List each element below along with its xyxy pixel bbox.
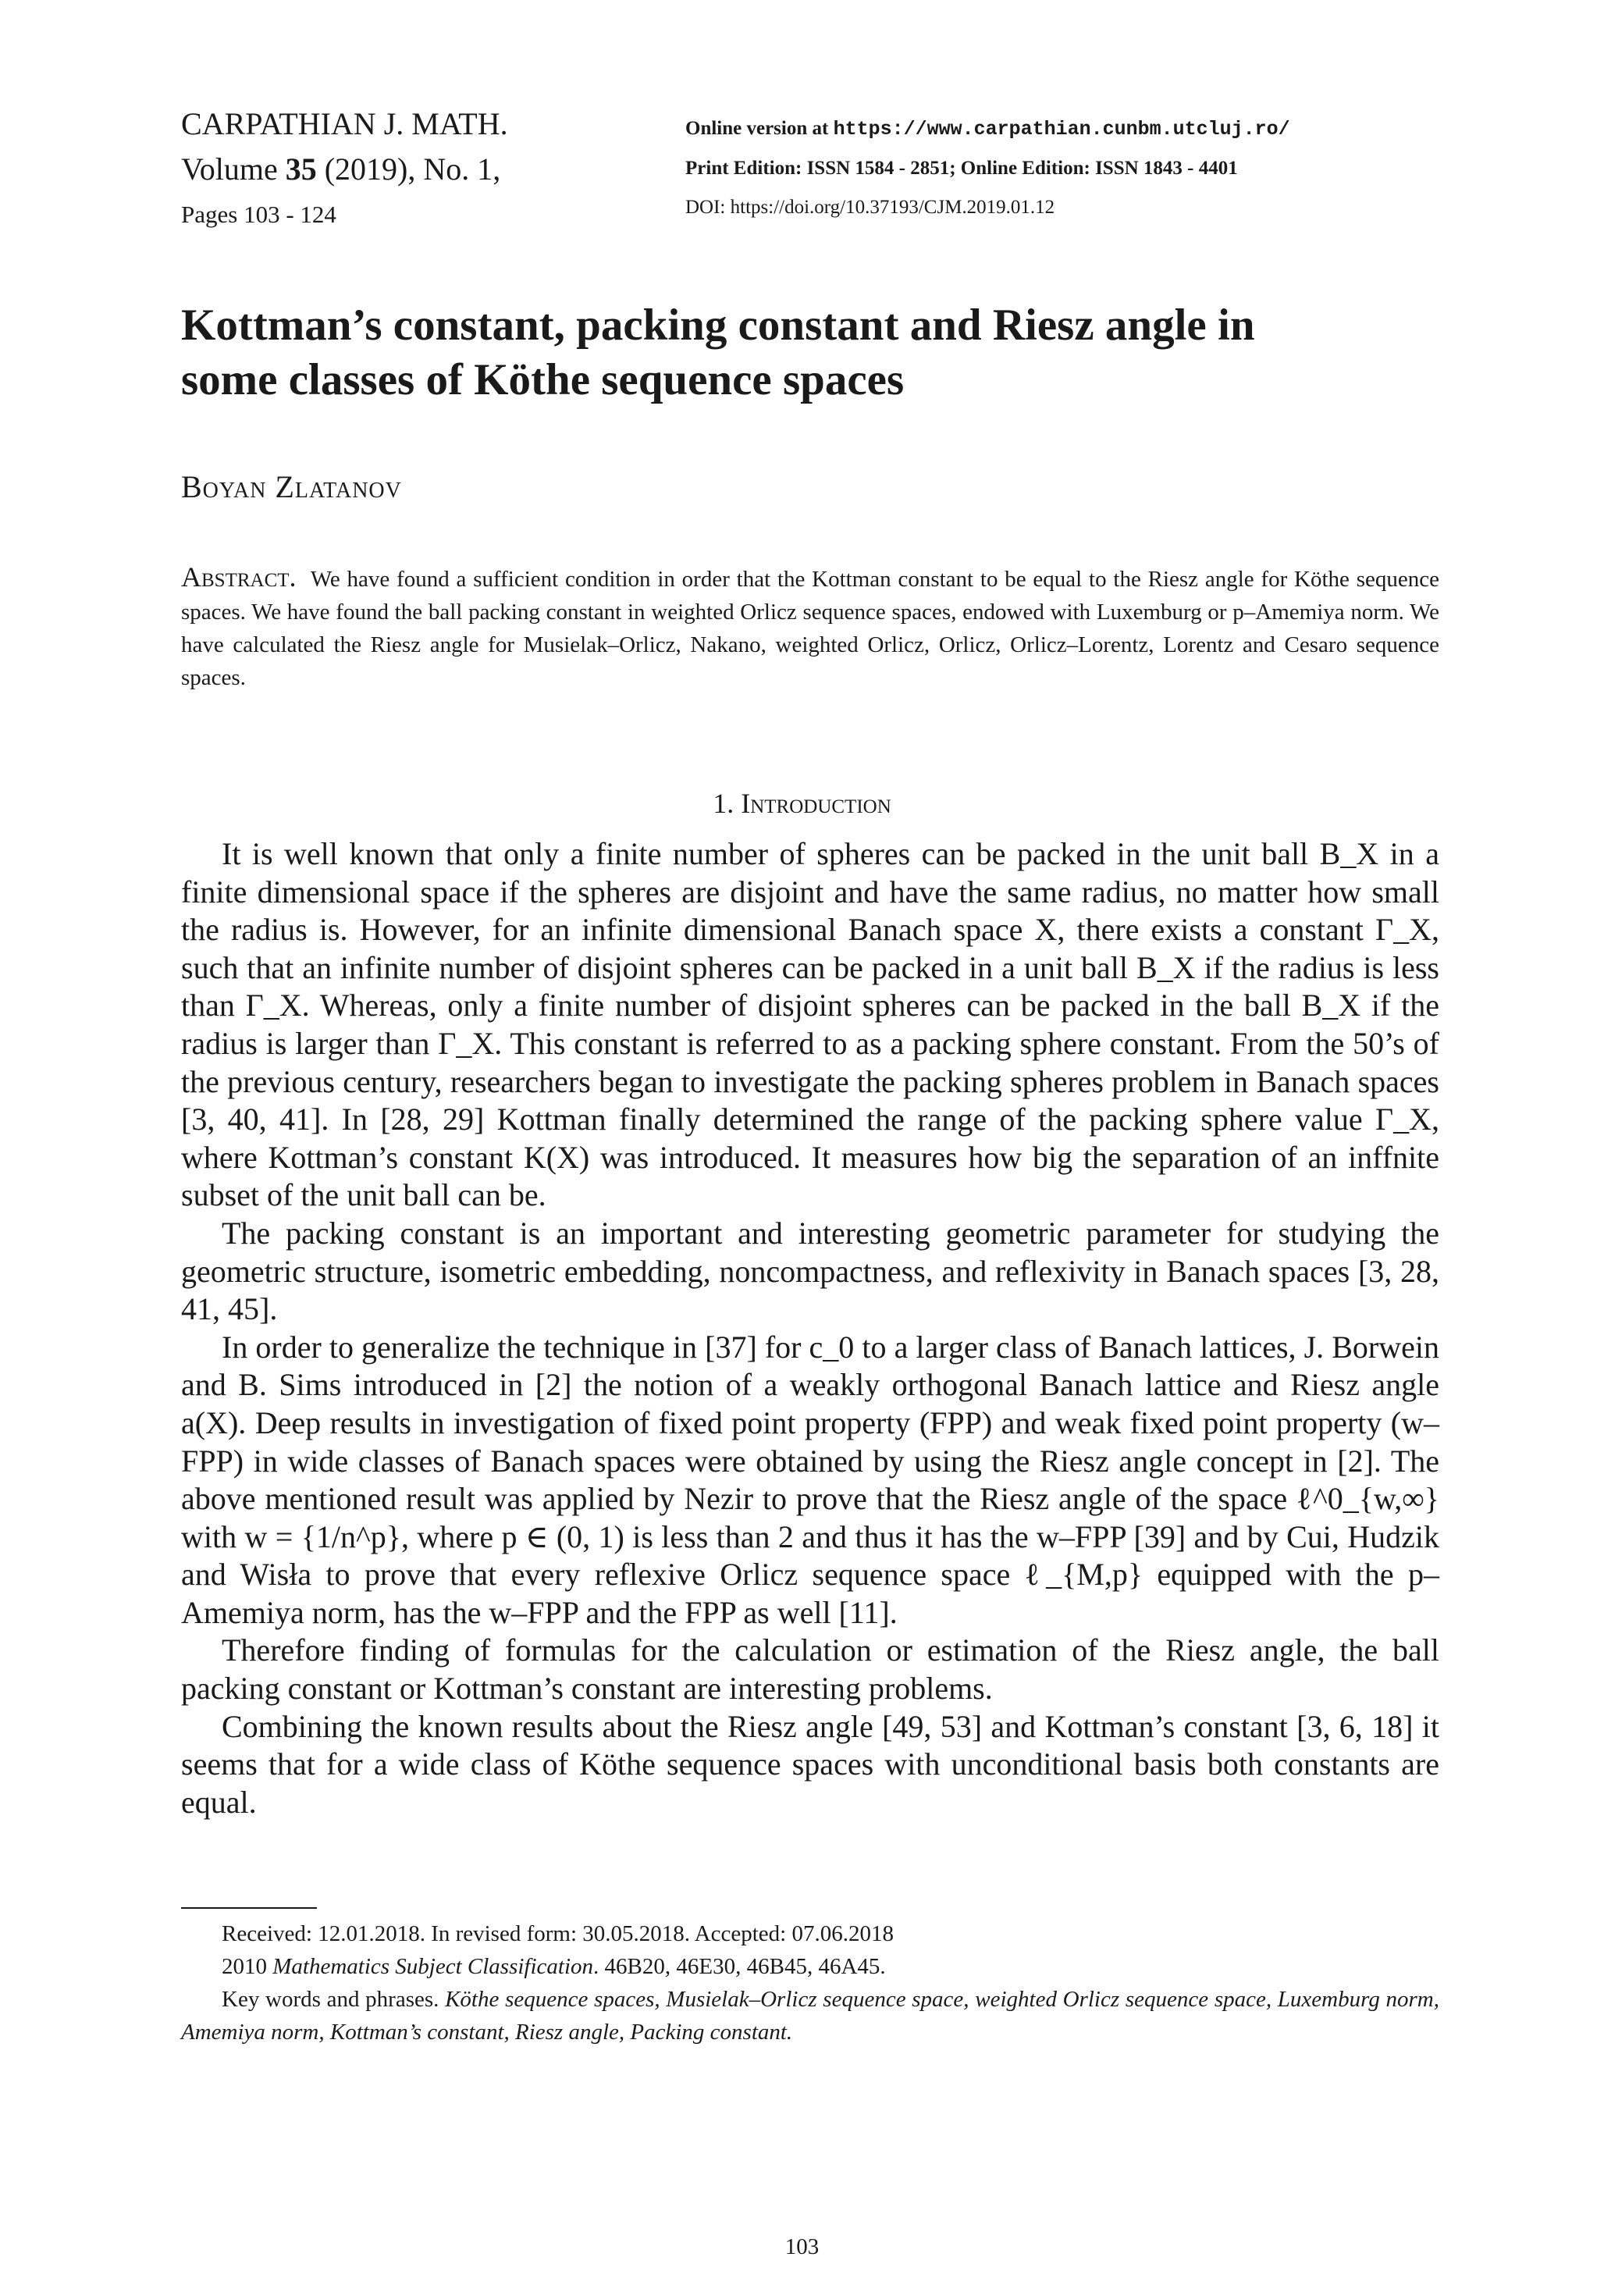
online-version (685, 109, 1290, 149)
msc-year: 2010 (222, 1954, 273, 1979)
keywords-label: Key words and phrases. (222, 1987, 446, 2012)
keywords (181, 1983, 1439, 2049)
msc-codes: . 46B20, 46E30, 46B45, 46A45. (593, 1954, 886, 1979)
abstract-text: We have found a sufficient condition in order that the Kottman constant to be equal to the Riesz angle for Köthe sequence spaces. We have found the ball packing constant in weighted Orlicz sequence spaces, endowed with Luxemburg or p–Amemiya norm. We have calculated the Riesz angle for Musielak–Orlicz, Nakano, weighted Orlicz, Orlicz, Orlicz–Lorentz, Lorentz and Cesaro sequence spaces. (181, 567, 1439, 690)
journal-pages: Pages 103 - 124 (181, 201, 336, 228)
paragraph-5: Combining the known results about the Riesz angle [49, 53] and Kottman’s constant [3, 6, 18] it seems that for a wide class of Köthe sequence spaces with unconditional basis both constants are equal. (181, 1708, 1439, 1820)
paragraph-3: In order to generalize the technique in [37] for c_0 to a larger class of Banach lattices, J. Borwein and B. Sims introduced in [2] the notion of a weakly orthogonal Banach lattice and Riesz angle a(X). Deep results in investigation of fixed point property (FPP) and weak fixed point property (w–FPP) in wide classes of Banach spaces were obtained by using the Riesz angle concept in [2]. The above mentioned result was applied by Nezir to prove that the Riesz angle of the space ℓ^0_{w,∞} with w = {1/n^p}, where p ∈ (0, 1) is less than 2 and thus it has the w–FPP [39] and by Cui, Hudzik and Wisła to prove that every reflexive Orlicz sequence space ℓ_{M,p} equipped with the p–Amemiya norm, has the w–FPP and the FPP as well [11]. (181, 1329, 1439, 1630)
volume-suffix: (2019), No. 1, (316, 151, 501, 187)
doi-link[interactable]: DOI: https://doi.org/10.37193/CJM.2019.01.12 (685, 197, 1055, 218)
paragraph-1: It is well known that only a finite number of spheres can be packed in the unit ball B_X in a finite dimensional space if the spheres are disjoint and have the same radius, no matter how small the radius is. However, for an infinite dimensional Banach space X, there exists a constant Γ_X, such that an infinite number of disjoint spheres can be packed in a unit ball B_X if the radius is less than Γ_X. Whereas, only a finite number of disjoint spheres can be packed in the ball B_X if the radius is larger than Γ_X. This constant is referred to as a packing sphere constant. From the 50’s of the previous century, researchers began to investigate the packing spheres problem in Banach spaces [3, 40, 41]. In [28, 29] Kottman finally determined the range of the packing sphere value Γ_X, where Kottman’s constant K(X) was introduced. It measures how big the separation of an inffnite subset of the unit ball can be. (181, 836, 1439, 1213)
print-edition (685, 149, 1290, 188)
footnote-rule (181, 1907, 317, 1909)
volume-prefix: Volume (181, 151, 286, 187)
footnotes (181, 1917, 1439, 2049)
keywords-text: Köthe sequence spaces, Musielak–Orlicz sequence space, weighted Orlicz sequence space, Luxemburg norm, Amemiya norm, Kottman’s constant, Riesz angle, Packing constant. (181, 1987, 1439, 2045)
msc-classification (181, 1950, 1439, 1983)
journal-name: CARPATHIAN J. MATH. (181, 106, 508, 141)
online-prefix: Online version at (685, 118, 834, 139)
title-line-2: some classes of Köthe sequence spaces (181, 355, 905, 404)
paragraph-2: The packing constant is an important and interesting geometric parameter for studying the geometric structure, isometric embedding, noncompactness, and reflexivity in Banach spaces [3, 28, 41, 45]. (181, 1215, 1439, 1327)
author-name: Boyan Zlatanov (181, 469, 402, 504)
paper-title (181, 298, 1430, 408)
title-line-1: Kottman’s constant, packing constant and Riesz angle in (181, 301, 1255, 350)
section-heading: 1. Introduction (713, 788, 891, 819)
online-url-link[interactable]: https://www.carpathian.cunbm.utcluj.ro/ (833, 118, 1290, 141)
volume-number: 35 (285, 151, 317, 187)
body-text (181, 835, 1439, 1821)
abstract (181, 561, 1439, 694)
journal-header (181, 101, 508, 237)
page-number: 103 (784, 2234, 820, 2259)
publication-info (685, 109, 1290, 227)
journal-volume (181, 147, 508, 192)
abstract-label: Abstract. (181, 561, 297, 593)
received-dates: Received: 12.01.2018. In revised form: 30.05.2018. Accepted: 07.06.2018 (222, 1921, 894, 1946)
msc-label: Mathematics Subject Classification (272, 1954, 594, 1979)
print-edition-text: Print Edition: ISSN 1584 - 2851; Online Edition: ISSN 1843 - 4401 (685, 158, 1238, 179)
paragraph-4: Therefore finding of formulas for the calculation or estimation of the Riesz angle, the ball packing constant or Kottman’s constant are interesting problems. (181, 1632, 1439, 1707)
